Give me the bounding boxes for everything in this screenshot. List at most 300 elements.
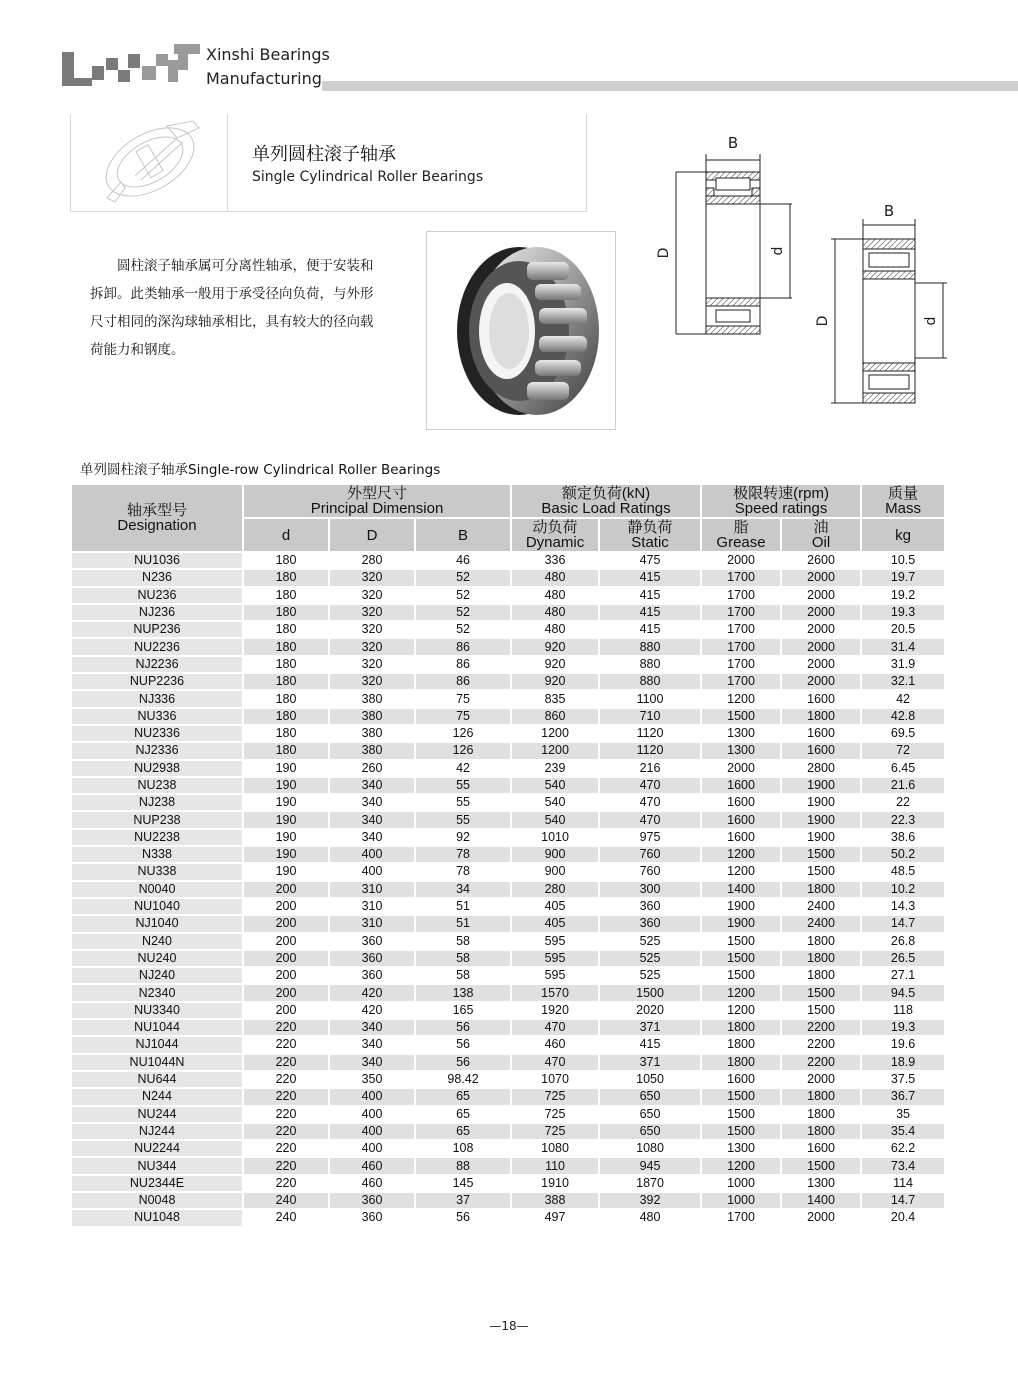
- designation-cell: NU1044N: [71, 1054, 243, 1071]
- table-cell: 145: [415, 1175, 511, 1192]
- table-cell: 180: [243, 604, 329, 621]
- table-cell: 58: [415, 950, 511, 967]
- table-cell: 18.9: [861, 1054, 945, 1071]
- table-cell: 371: [599, 1054, 701, 1071]
- table-cell: 480: [511, 604, 599, 621]
- table-row: [71, 1054, 945, 1071]
- table-cell: 220: [243, 1071, 329, 1088]
- table-cell: 2000: [781, 1071, 861, 1088]
- header-dimension-cn: 外型尺寸: [347, 485, 408, 502]
- table-cell: 1900: [701, 915, 781, 932]
- table-cell: 2200: [781, 1036, 861, 1053]
- table-row: [71, 621, 945, 638]
- header-speed: [701, 484, 861, 518]
- table-cell: 725: [511, 1123, 599, 1140]
- header-oil-en: Oil: [811, 534, 831, 551]
- table-cell: 56: [415, 1036, 511, 1053]
- designation-cell: NUP236: [71, 621, 243, 638]
- table-cell: 1700: [701, 673, 781, 690]
- table-row: [71, 846, 945, 863]
- label-D: D: [656, 247, 672, 259]
- header-grease: [701, 518, 781, 552]
- table-row: [71, 967, 945, 984]
- bearing-photo-illustration: [427, 232, 615, 429]
- table-cell: 35.4: [861, 1123, 945, 1140]
- table-cell: 10.2: [861, 881, 945, 898]
- table-cell: 880: [599, 656, 701, 673]
- table-cell: 540: [511, 777, 599, 794]
- header-D: D: [329, 518, 415, 552]
- table-cell: 350: [329, 1071, 415, 1088]
- table-cell: 1700: [701, 569, 781, 586]
- table-cell: 1920: [511, 1002, 599, 1019]
- table-cell: 2020: [599, 1002, 701, 1019]
- table-cell: 920: [511, 656, 599, 673]
- table-cell: 415: [599, 587, 701, 604]
- table-cell: 1800: [781, 881, 861, 898]
- table-cell: 595: [511, 933, 599, 950]
- table-cell: 110: [511, 1157, 599, 1174]
- table-row: [71, 742, 945, 759]
- table-cell: 56: [415, 1209, 511, 1226]
- table-row: [71, 933, 945, 950]
- table-cell: 52: [415, 604, 511, 621]
- table-cell: 1500: [701, 933, 781, 950]
- table-cell: 58: [415, 933, 511, 950]
- table-cell: 1800: [701, 1019, 781, 1036]
- table-cell: 2200: [781, 1019, 861, 1036]
- header-oil: [781, 518, 861, 552]
- table-row: [71, 725, 945, 742]
- table-row: [71, 794, 945, 811]
- table-cell: 108: [415, 1140, 511, 1157]
- table-cell: 1600: [701, 829, 781, 846]
- table-cell: 2000: [781, 656, 861, 673]
- table-cell: 27.1: [861, 967, 945, 984]
- header-static-en: Static: [631, 534, 669, 551]
- table-cell: 540: [511, 794, 599, 811]
- table-cell: 1500: [701, 1123, 781, 1140]
- table-cell: 1120: [599, 742, 701, 759]
- table-cell: 220: [243, 1054, 329, 1071]
- designation-cell: NJ244: [71, 1123, 243, 1140]
- table-cell: 180: [243, 638, 329, 655]
- header-speed-en: Speed ratings: [734, 500, 828, 517]
- table-cell: 37: [415, 1192, 511, 1209]
- header-load-en: Basic Load Ratings: [541, 500, 671, 517]
- table-cell: 1000: [701, 1192, 781, 1209]
- table-cell: 1800: [781, 1123, 861, 1140]
- designation-cell: N240: [71, 933, 243, 950]
- table-cell: 2800: [781, 760, 861, 777]
- table-cell: 1900: [781, 829, 861, 846]
- table-cell: 760: [599, 846, 701, 863]
- table-cell: 26.5: [861, 950, 945, 967]
- table-cell: 1700: [701, 1209, 781, 1226]
- table-cell: 180: [243, 569, 329, 586]
- table-cell: 114: [861, 1175, 945, 1192]
- table-cell: 340: [329, 1019, 415, 1036]
- table-row: [71, 1175, 945, 1192]
- table-cell: 1900: [781, 794, 861, 811]
- designation-cell: NU2344E: [71, 1175, 243, 1192]
- table-cell: 94.5: [861, 984, 945, 1001]
- table-cell: 470: [599, 794, 701, 811]
- company-logo: [62, 40, 202, 95]
- header-kg: kg: [861, 518, 945, 552]
- table-cell: 1600: [701, 794, 781, 811]
- table-row: [71, 638, 945, 655]
- table-cell: 760: [599, 863, 701, 880]
- table-cell: 420: [329, 1002, 415, 1019]
- table-cell: 220: [243, 1019, 329, 1036]
- designation-cell: NUP2236: [71, 673, 243, 690]
- table-cell: 220: [243, 1036, 329, 1053]
- table-cell: 19.6: [861, 1036, 945, 1053]
- designation-cell: NU1036: [71, 552, 243, 569]
- table-cell: 69.5: [861, 725, 945, 742]
- table-cell: 1500: [701, 708, 781, 725]
- table-cell: 190: [243, 760, 329, 777]
- table-cell: 340: [329, 829, 415, 846]
- header-B: B: [415, 518, 511, 552]
- table-cell: 1700: [701, 621, 781, 638]
- table-cell: 1100: [599, 690, 701, 707]
- designation-cell: N2340: [71, 984, 243, 1001]
- header-dynamic: [511, 518, 599, 552]
- table-cell: 1050: [599, 1071, 701, 1088]
- designation-cell: NJ1044: [71, 1036, 243, 1053]
- table-cell: 388: [511, 1192, 599, 1209]
- table-cell: 415: [599, 1036, 701, 1053]
- table-cell: 56: [415, 1019, 511, 1036]
- table-cell: 1800: [701, 1054, 781, 1071]
- table-cell: 360: [329, 1192, 415, 1209]
- header-dynamic-en: Dynamic: [525, 534, 585, 551]
- table-cell: 31.4: [861, 638, 945, 655]
- table-cell: 86: [415, 673, 511, 690]
- header-static: [599, 518, 701, 552]
- table-cell: 470: [511, 1019, 599, 1036]
- table-cell: 35: [861, 1106, 945, 1123]
- table-cell: 52: [415, 587, 511, 604]
- header-load: [511, 484, 701, 518]
- table-cell: 1600: [781, 1140, 861, 1157]
- table-cell: 48.5: [861, 863, 945, 880]
- table-cell: 1800: [701, 1036, 781, 1053]
- header-speed-cn: 极限转速(rpm): [733, 485, 829, 502]
- table-row: [71, 604, 945, 621]
- table-cell: 42: [861, 690, 945, 707]
- table-cell: 200: [243, 933, 329, 950]
- table-cell: 26.8: [861, 933, 945, 950]
- designation-cell: NU238: [71, 777, 243, 794]
- table-cell: 190: [243, 811, 329, 828]
- header-dimension: [243, 484, 511, 518]
- header-load-cn: 额定负荷(kN): [561, 485, 651, 502]
- table-row: [71, 569, 945, 586]
- table-cell: 55: [415, 811, 511, 828]
- table-cell: 1400: [701, 881, 781, 898]
- table-cell: 2000: [701, 552, 781, 569]
- designation-cell: NU3340: [71, 1002, 243, 1019]
- table-cell: 65: [415, 1106, 511, 1123]
- table-cell: 920: [511, 673, 599, 690]
- table-cell: 1500: [701, 967, 781, 984]
- table-cell: 300: [599, 881, 701, 898]
- table-row: [71, 915, 945, 932]
- designation-cell: NU240: [71, 950, 243, 967]
- table-cell: 480: [599, 1209, 701, 1226]
- table-cell: 190: [243, 829, 329, 846]
- table-cell: 392: [599, 1192, 701, 1209]
- table-row: [71, 1071, 945, 1088]
- table-cell: 2000: [781, 1209, 861, 1226]
- table-row: [71, 1123, 945, 1140]
- table-cell: 340: [329, 794, 415, 811]
- table-cell: 2000: [781, 621, 861, 638]
- table-cell: 19.7: [861, 569, 945, 586]
- table-cell: 56: [415, 1054, 511, 1071]
- table-cell: 2400: [781, 915, 861, 932]
- table-cell: 19.3: [861, 604, 945, 621]
- table-cell: 2000: [781, 673, 861, 690]
- table-cell: 200: [243, 881, 329, 898]
- table-row: [71, 1140, 945, 1157]
- table-cell: 380: [329, 690, 415, 707]
- table-cell: 20.5: [861, 621, 945, 638]
- table-cell: 835: [511, 690, 599, 707]
- table-cell: 75: [415, 708, 511, 725]
- table-row: [71, 1157, 945, 1174]
- table-row: [71, 656, 945, 673]
- table-cell: 880: [599, 638, 701, 655]
- header-grease-en: Grease: [716, 534, 766, 551]
- designation-cell: NU1048: [71, 1209, 243, 1226]
- table-cell: 2000: [781, 638, 861, 655]
- table-cell: 470: [599, 811, 701, 828]
- table-row: [71, 950, 945, 967]
- table-row: [71, 587, 945, 604]
- spec-table-body: [71, 552, 945, 1227]
- designation-cell: N338: [71, 846, 243, 863]
- table-cell: 725: [511, 1106, 599, 1123]
- designation-cell: NU336: [71, 708, 243, 725]
- table-cell: 36.7: [861, 1088, 945, 1105]
- table-cell: 1570: [511, 984, 599, 1001]
- table-cell: 180: [243, 725, 329, 742]
- table-cell: 190: [243, 777, 329, 794]
- table-cell: 1400: [781, 1192, 861, 1209]
- table-cell: 405: [511, 915, 599, 932]
- table-cell: 1500: [701, 1106, 781, 1123]
- table-row: [71, 881, 945, 898]
- table-cell: 38.6: [861, 829, 945, 846]
- table-cell: 475: [599, 552, 701, 569]
- table-cell: 360: [329, 1209, 415, 1226]
- designation-cell: NU1040: [71, 898, 243, 915]
- table-cell: 340: [329, 1054, 415, 1071]
- label-B-2: B: [883, 203, 895, 220]
- table-cell: 1200: [701, 863, 781, 880]
- header-mass-en: Mass: [885, 500, 921, 517]
- table-cell: 1700: [701, 604, 781, 621]
- designation-cell: NJ2336: [71, 742, 243, 759]
- table-cell: 880: [599, 673, 701, 690]
- table-cell: 1080: [599, 1140, 701, 1157]
- table-cell: 88: [415, 1157, 511, 1174]
- label-D-2: D: [815, 315, 831, 327]
- cross-section-drawing-n: [815, 203, 950, 408]
- table-cell: 340: [329, 811, 415, 828]
- table-cell: 380: [329, 725, 415, 742]
- table-cell: 78: [415, 846, 511, 863]
- table-cell: 1200: [511, 725, 599, 742]
- table-cell: 190: [243, 794, 329, 811]
- table-cell: 58: [415, 967, 511, 984]
- table-cell: 1700: [701, 638, 781, 655]
- table-cell: 860: [511, 708, 599, 725]
- table-cell: 1300: [701, 725, 781, 742]
- table-cell: 310: [329, 915, 415, 932]
- table-cell: 320: [329, 673, 415, 690]
- designation-cell: NU1044: [71, 1019, 243, 1036]
- table-cell: 400: [329, 846, 415, 863]
- table-cell: 1600: [781, 725, 861, 742]
- table-cell: 190: [243, 863, 329, 880]
- table-cell: 216: [599, 760, 701, 777]
- table-cell: 320: [329, 638, 415, 655]
- table-row: [71, 1019, 945, 1036]
- table-cell: 525: [599, 933, 701, 950]
- table-cell: 1070: [511, 1071, 599, 1088]
- table-cell: 1800: [781, 1106, 861, 1123]
- table-cell: 320: [329, 621, 415, 638]
- table-cell: 1500: [781, 1157, 861, 1174]
- table-cell: 1200: [701, 846, 781, 863]
- table-cell: 34: [415, 881, 511, 898]
- designation-cell: NU2238: [71, 829, 243, 846]
- table-cell: 180: [243, 656, 329, 673]
- table-cell: 2000: [781, 604, 861, 621]
- table-cell: 55: [415, 794, 511, 811]
- table-cell: 20.4: [861, 1209, 945, 1226]
- table-cell: 525: [599, 967, 701, 984]
- section-title-cn: 单列圆柱滚子轴承: [252, 144, 396, 165]
- table-cell: 310: [329, 898, 415, 915]
- header-d: d: [243, 518, 329, 552]
- designation-cell: NJ336: [71, 690, 243, 707]
- designation-cell: NU2236: [71, 638, 243, 655]
- designation-cell: N0040: [71, 881, 243, 898]
- table-cell: 31.9: [861, 656, 945, 673]
- table-cell: 240: [243, 1192, 329, 1209]
- header-mass-cn: 质量: [888, 485, 919, 502]
- table-cell: 19.3: [861, 1019, 945, 1036]
- table-cell: 126: [415, 742, 511, 759]
- table-cell: 21.6: [861, 777, 945, 794]
- table-cell: 14.7: [861, 1192, 945, 1209]
- table-row: [71, 984, 945, 1001]
- label-B: B: [727, 134, 739, 152]
- title-divider: [227, 114, 228, 211]
- table-cell: 52: [415, 621, 511, 638]
- table-cell: 14.7: [861, 915, 945, 932]
- header-designation: [71, 484, 243, 552]
- brand-subtitle: Manufacturing: [206, 69, 322, 88]
- header-static-cn: 静负荷: [627, 519, 673, 536]
- table-cell: 1910: [511, 1175, 599, 1192]
- table-cell: 1300: [701, 742, 781, 759]
- designation-cell: NJ2236: [71, 656, 243, 673]
- table-cell: 73.4: [861, 1157, 945, 1174]
- table-row: [71, 1209, 945, 1226]
- table-cell: 480: [511, 621, 599, 638]
- page-number: —18—: [489, 1319, 529, 1333]
- table-cell: 420: [329, 984, 415, 1001]
- table-cell: 1300: [701, 1140, 781, 1157]
- table-cell: 945: [599, 1157, 701, 1174]
- designation-cell: NU2938: [71, 760, 243, 777]
- table-cell: 650: [599, 1088, 701, 1105]
- table-cell: 360: [599, 898, 701, 915]
- table-cell: 650: [599, 1123, 701, 1140]
- table-cell: 62.2: [861, 1140, 945, 1157]
- table-cell: 190: [243, 846, 329, 863]
- designation-cell: N244: [71, 1088, 243, 1105]
- table-cell: 480: [511, 569, 599, 586]
- table-cell: 51: [415, 898, 511, 915]
- designation-cell: NJ1040: [71, 915, 243, 932]
- table-caption-cn: 单列圆柱滚子轴承: [80, 462, 188, 478]
- table-cell: 1500: [781, 984, 861, 1001]
- table-cell: 470: [511, 1054, 599, 1071]
- table-cell: 360: [329, 933, 415, 950]
- designation-cell: NU236: [71, 587, 243, 604]
- label-d: d: [770, 246, 786, 256]
- table-cell: 415: [599, 621, 701, 638]
- spec-table: [70, 483, 946, 1228]
- table-cell: 180: [243, 708, 329, 725]
- table-cell: 220: [243, 1140, 329, 1157]
- header-designation-cn: 轴承型号: [126, 502, 187, 519]
- table-cell: 360: [329, 950, 415, 967]
- bearing-sketch-icon: [95, 116, 205, 208]
- header-designation-en: Designation: [117, 517, 197, 534]
- table-cell: 900: [511, 846, 599, 863]
- table-cell: 380: [329, 708, 415, 725]
- table-cell: 1700: [701, 656, 781, 673]
- table-cell: 260: [329, 760, 415, 777]
- table-cell: 340: [329, 1036, 415, 1053]
- table-cell: 1600: [701, 777, 781, 794]
- table-caption-en: Single-row Cylindrical Roller Bearings: [188, 462, 441, 478]
- table-cell: 50.2: [861, 846, 945, 863]
- table-cell: 975: [599, 829, 701, 846]
- table-row: [71, 1106, 945, 1123]
- table-cell: 540: [511, 811, 599, 828]
- table-cell: 1800: [781, 933, 861, 950]
- designation-cell: NJ236: [71, 604, 243, 621]
- table-cell: 1500: [599, 984, 701, 1001]
- designation-cell: NU2244: [71, 1140, 243, 1157]
- table-cell: 310: [329, 881, 415, 898]
- table-cell: 1500: [781, 1002, 861, 1019]
- table-cell: 400: [329, 1140, 415, 1157]
- table-cell: 360: [599, 915, 701, 932]
- table-row: [71, 1088, 945, 1105]
- table-cell: 1500: [701, 950, 781, 967]
